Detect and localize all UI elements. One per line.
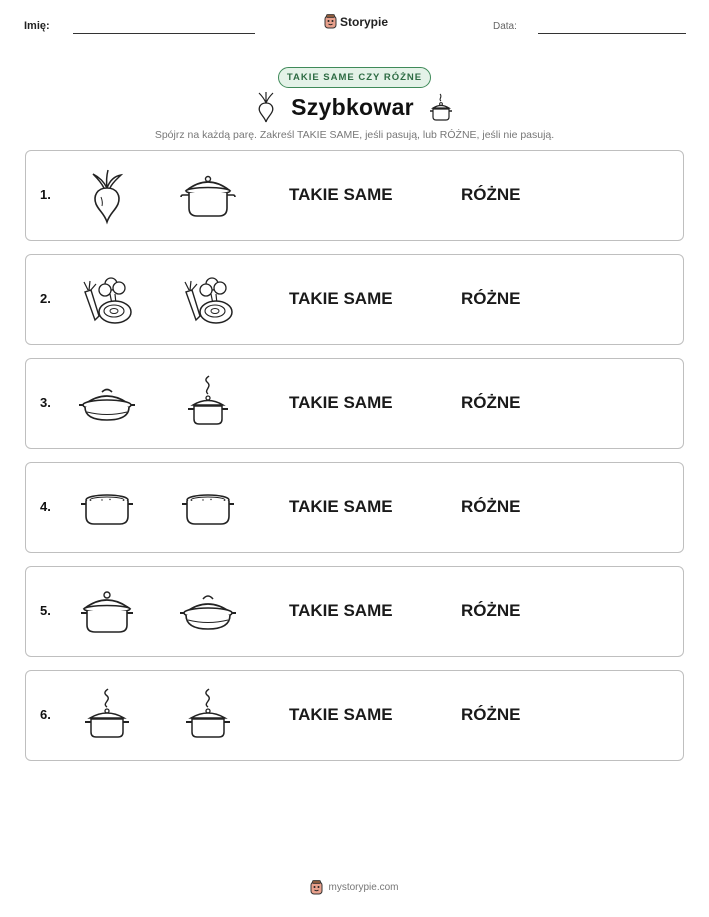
steaming-pot-icon — [428, 91, 454, 123]
question-row-5 — [25, 566, 684, 657]
storypie-mascot-icon — [310, 880, 323, 895]
date-label: Data: — [493, 21, 517, 32]
activity-badge: TAKIE SAME CZY RÓŻNE — [278, 67, 431, 88]
same-option[interactable]: TAKIE SAME — [289, 289, 393, 308]
beet-icon — [255, 91, 277, 123]
question-number: 2. — [40, 291, 51, 306]
pressure-cooker-icon — [178, 582, 238, 642]
same-option[interactable]: TAKIE SAME — [289, 185, 393, 204]
same-option[interactable]: TAKIE SAME — [289, 601, 393, 620]
question-row-3 — [25, 358, 684, 449]
different-option[interactable]: RÓŻNE — [461, 393, 521, 412]
question-row-6 — [25, 670, 684, 761]
soup-pot-icon — [178, 478, 238, 538]
same-option[interactable]: TAKIE SAME — [289, 393, 393, 412]
question-row-1 — [25, 150, 684, 241]
different-option[interactable]: RÓŻNE — [461, 289, 521, 308]
same-option[interactable]: TAKIE SAME — [289, 705, 393, 724]
vegetables-meat-icon — [77, 270, 137, 330]
lidded-pot-icon — [77, 582, 137, 642]
same-option[interactable]: TAKIE SAME — [289, 497, 393, 516]
name-label: Imię: — [24, 20, 50, 32]
steaming-pot-icon — [77, 686, 137, 746]
pressure-cooker-icon — [77, 374, 137, 434]
brand-name: Storypie — [340, 14, 389, 29]
soup-pot-icon — [77, 478, 137, 538]
different-option[interactable]: RÓŻNE — [461, 705, 521, 724]
question-number: 1. — [40, 187, 51, 202]
beet-icon — [77, 166, 137, 226]
question-number: 3. — [40, 395, 51, 410]
steaming-pot-icon — [178, 374, 238, 434]
different-option[interactable]: RÓŻNE — [461, 601, 521, 620]
question-number: 6. — [40, 707, 51, 722]
pot-icon — [178, 166, 238, 226]
different-option[interactable]: RÓŻNE — [461, 185, 521, 204]
question-number: 5. — [40, 603, 51, 618]
date-line — [538, 33, 686, 34]
storypie-mascot-icon — [324, 14, 337, 29]
page-title: Szybkowar — [291, 93, 414, 120]
vegetables-meat-icon — [178, 270, 238, 330]
question-row-2 — [25, 254, 684, 345]
question-row-4 — [25, 462, 684, 553]
title-row — [0, 88, 709, 126]
brand-logo — [324, 14, 388, 29]
name-line — [73, 33, 255, 34]
steaming-pot-icon — [178, 686, 238, 746]
footer — [0, 880, 709, 895]
instructions: Spójrz na każdą parę. Zakreśl TAKIE SAME, jeśli pasują, lub RÓŻNE, jeśli nie pasują. — [154, 129, 555, 141]
question-number: 4. — [40, 499, 51, 514]
different-option[interactable]: RÓŻNE — [461, 497, 521, 516]
footer-url[interactable]: mystorypie.com — [328, 882, 399, 893]
